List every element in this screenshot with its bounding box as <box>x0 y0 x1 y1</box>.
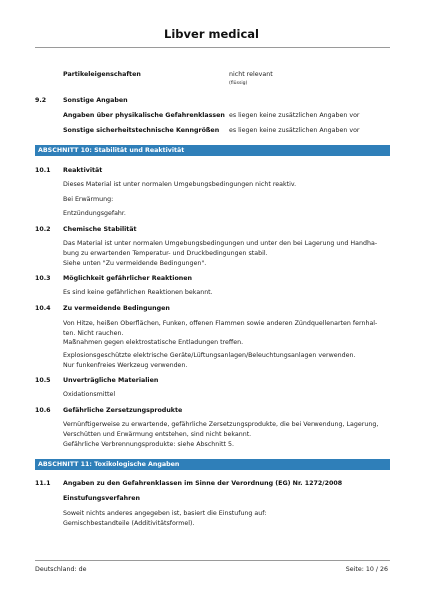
body-text: Nur funkenfreies Werkzeug verwenden. <box>63 362 188 369</box>
safety-params-value: es liegen keine zusätzlichen Angaben vor <box>229 127 360 134</box>
physical-hazard-value: es liegen keine zusätzlichen Angaben vor <box>229 112 360 119</box>
section-number: 10.5 <box>35 377 51 384</box>
section-11-heading: ABSCHNITT 11: Toxikologische Angaben <box>38 460 180 468</box>
body-text: ten. Nicht rauchen. <box>63 330 124 337</box>
body-text: Es sind keine gefährlichen Reaktionen bekannt. <box>63 289 213 296</box>
body-text: Explosionsgeschützte elektrische Geräte/Lüftungsanlagen/Beleuchtungsanlagen verwenden. <box>63 352 356 359</box>
subsection-title: Einstufungsverfahren <box>63 495 140 502</box>
section-11-banner <box>35 459 390 470</box>
partikel-label: Partikeleigenschaften <box>63 71 141 78</box>
section-number: 10.1 <box>35 167 51 174</box>
section-number: 10.3 <box>35 275 51 282</box>
section-title: Chemische Stabilität <box>63 226 137 233</box>
section-title: Unverträgliche Materialien <box>63 377 159 384</box>
body-text: Gemischbestandteile (Additivitätsformel). <box>63 520 195 527</box>
page-header <box>0 0 423 50</box>
section-title: Reaktivität <box>63 167 103 174</box>
footer-divider <box>35 560 390 561</box>
page-number: Seite: 10 / 26 <box>345 566 388 573</box>
body-text: bung zu erwartenden Temperatur- und Druckbedingungen stabil. <box>63 250 268 257</box>
section-number: 10.6 <box>35 407 51 414</box>
section-title: Zu vermeidende Bedingungen <box>63 305 170 312</box>
section-number: 10.4 <box>35 305 51 312</box>
safety-params-label: Sonstige sicherheitstechnische Kenngrößen <box>63 127 220 134</box>
body-text: Soweit nichts anderes angegeben ist, basiert die Einstufung auf: <box>63 510 267 517</box>
body-text: Das Material ist unter normalen Umgebungsbedingungen und unter den bei Lagerung und Handha- <box>63 240 378 247</box>
header-divider <box>35 47 390 48</box>
section-number: 10.2 <box>35 226 51 233</box>
footer-country: Deutschland: de <box>35 566 87 573</box>
section-title: Gefährliche Zersetzungsprodukte <box>63 407 183 414</box>
partikel-value: nicht relevant <box>229 71 273 78</box>
body-text: Verschütten und Erwärmung entstehen, sind nicht bekannt. <box>63 431 252 438</box>
section-title: Sonstige Angaben <box>63 97 128 104</box>
body-text: Maßnahmen gegen elektrostatische Entladungen treffen. <box>63 339 244 346</box>
body-text: Entzündungsgefahr. <box>63 210 126 217</box>
document-title: Libver medical <box>164 27 259 41</box>
section-10-banner <box>35 145 390 156</box>
body-text: Oxidationsmittel <box>63 391 116 398</box>
section-10-heading: ABSCHNITT 10: Stabilität und Reaktivität <box>38 146 185 154</box>
body-text: Von Hitze, heißen Oberflächen, Funken, offenen Flammen sowie anderen Zündquellenarten fernhal- <box>63 320 378 327</box>
section-number: 11.1 <box>35 480 51 487</box>
body-text: Bei Erwärmung: <box>63 196 114 203</box>
section-title: Angaben zu den Gefahrenklassen im Sinne der Verordnung (EG) Nr. 1272/2008 <box>63 480 343 487</box>
body-text: Siehe unten "Zu vermeidende Bedingungen". <box>63 260 207 267</box>
section-title: Möglichkeit gefährlicher Reaktionen <box>63 275 193 282</box>
partikel-note: (flüssig) <box>229 81 248 86</box>
body-text: Gefährliche Verbrennungsprodukte: siehe Abschnitt 5. <box>63 441 234 448</box>
physical-hazard-label: Angaben über physikalische Gefahrenklassen <box>63 112 225 119</box>
body-text: Dieses Material ist unter normalen Umgebungsbedingungen nicht reaktiv. <box>63 181 297 188</box>
section-number: 9.2 <box>35 97 47 104</box>
body-text: Vernünftigerweise zu erwartende, gefährliche Zersetzungsprodukte, die bei Verwendung, Lagerung, <box>63 421 379 428</box>
